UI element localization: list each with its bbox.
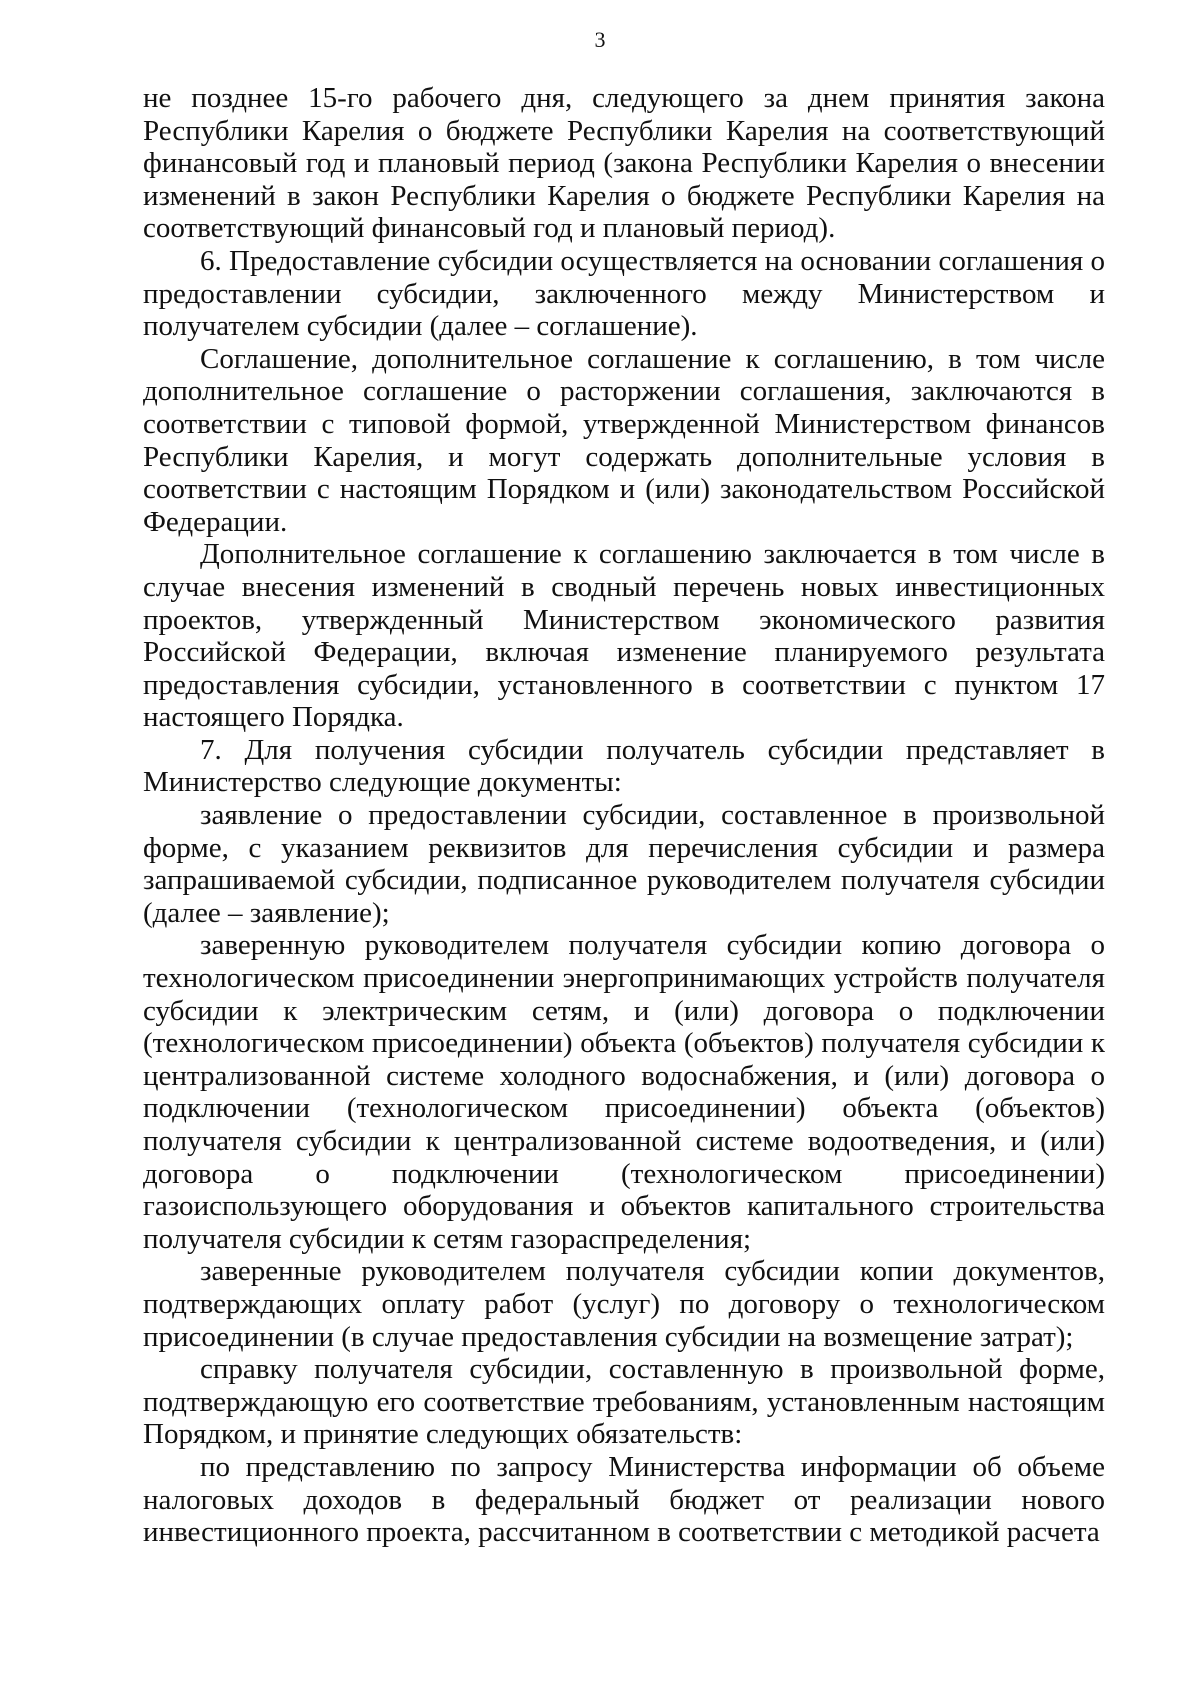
- paragraph: заверенные руководителем получателя субсидии копии документов, подтверждающих оплату работ (услуг) по договору о технологическом присоединении (в случае предоставления субсидии на возмещение затрат);: [143, 1255, 1105, 1353]
- paragraph: 7. Для получения субсидии получатель субсидии представляет в Министерство следующие документы:: [143, 733, 1105, 799]
- paragraph: по представлению по запросу Министерства информации об объеме налоговых доходов в федеральный бюджет от реализации нового инвестиционного проекта, рассчитанном в соответствии с методикой расчета: [143, 1450, 1105, 1549]
- paragraph: 6. Предоставление субсидии осуществляется на основании соглашения о предоставлении субсидии, заключенного между Министерством и получателем субсидии (далее – соглашение).: [143, 244, 1105, 343]
- paragraph: Дополнительное соглашение к соглашению заключается в том числе в случае внесения изменений в сводный перечень новых инвестиционных проектов, утвержденный Министерством экономического развития Российской Федерации, включая изменение планируемого результата предоставления субсидии, установленного в соответствии с пунктом 17 настоящего Порядка.: [143, 538, 1105, 734]
- paragraph: справку получателя субсидии, составленную в произвольной форме, подтверждающую его соответствие требованиям, установленным настоящим Порядком, и принятие следующих обязательств:: [143, 1353, 1105, 1451]
- paragraph: заявление о предоставлении субсидии, составленное в произвольной форме, с указанием реквизитов для перечисления субсидии и размера запрашиваемой субсидии, подписанное руководителем получателя субсидии (далее – заявление);: [143, 799, 1105, 929]
- page-number: 3: [594, 27, 606, 52]
- paragraph: Соглашение, дополнительное соглашение к соглашению, в том числе дополнительное соглашение о расторжении соглашения, заключаются в соответствии с типовой формой, утвержденной Министерством финансов Республики Карелия, и могут содержать дополнительные условия в соответствии с настоящим Порядком и (или) законодательством Российской Федерации.: [143, 342, 1105, 538]
- document-body: [143, 82, 1105, 1549]
- paragraph: не позднее 15-го рабочего дня, следующего за днем принятия закона Республики Карелия о бюджете Республики Карелия на соответствующий финансовый год и плановый период (закона Республики Карелия о внесении изменений в закон Республики Карелия о бюджете Республики Карелия на соответствующий финансовый год и плановый период).: [143, 82, 1105, 245]
- paragraph: заверенную руководителем получателя субсидии копию договора о технологическом присоединении энергопринимающих устройств получателя субсидии к электрическим сетям, и (или) договора о подключении (технологическом присоединении) объекта (объектов) получателя субсидии к централизованной системе холодного водоснабжения, и (или) договора о подключении (технологическом присоединении) объекта (объектов) получателя субсидии к централизованной системе водоотведения, и (или) договора о подключении (технологическом присоединении) газоиспользующего оборудования и объектов капитального строительства получателя субсидии к сетям газораспределения;: [143, 929, 1105, 1255]
